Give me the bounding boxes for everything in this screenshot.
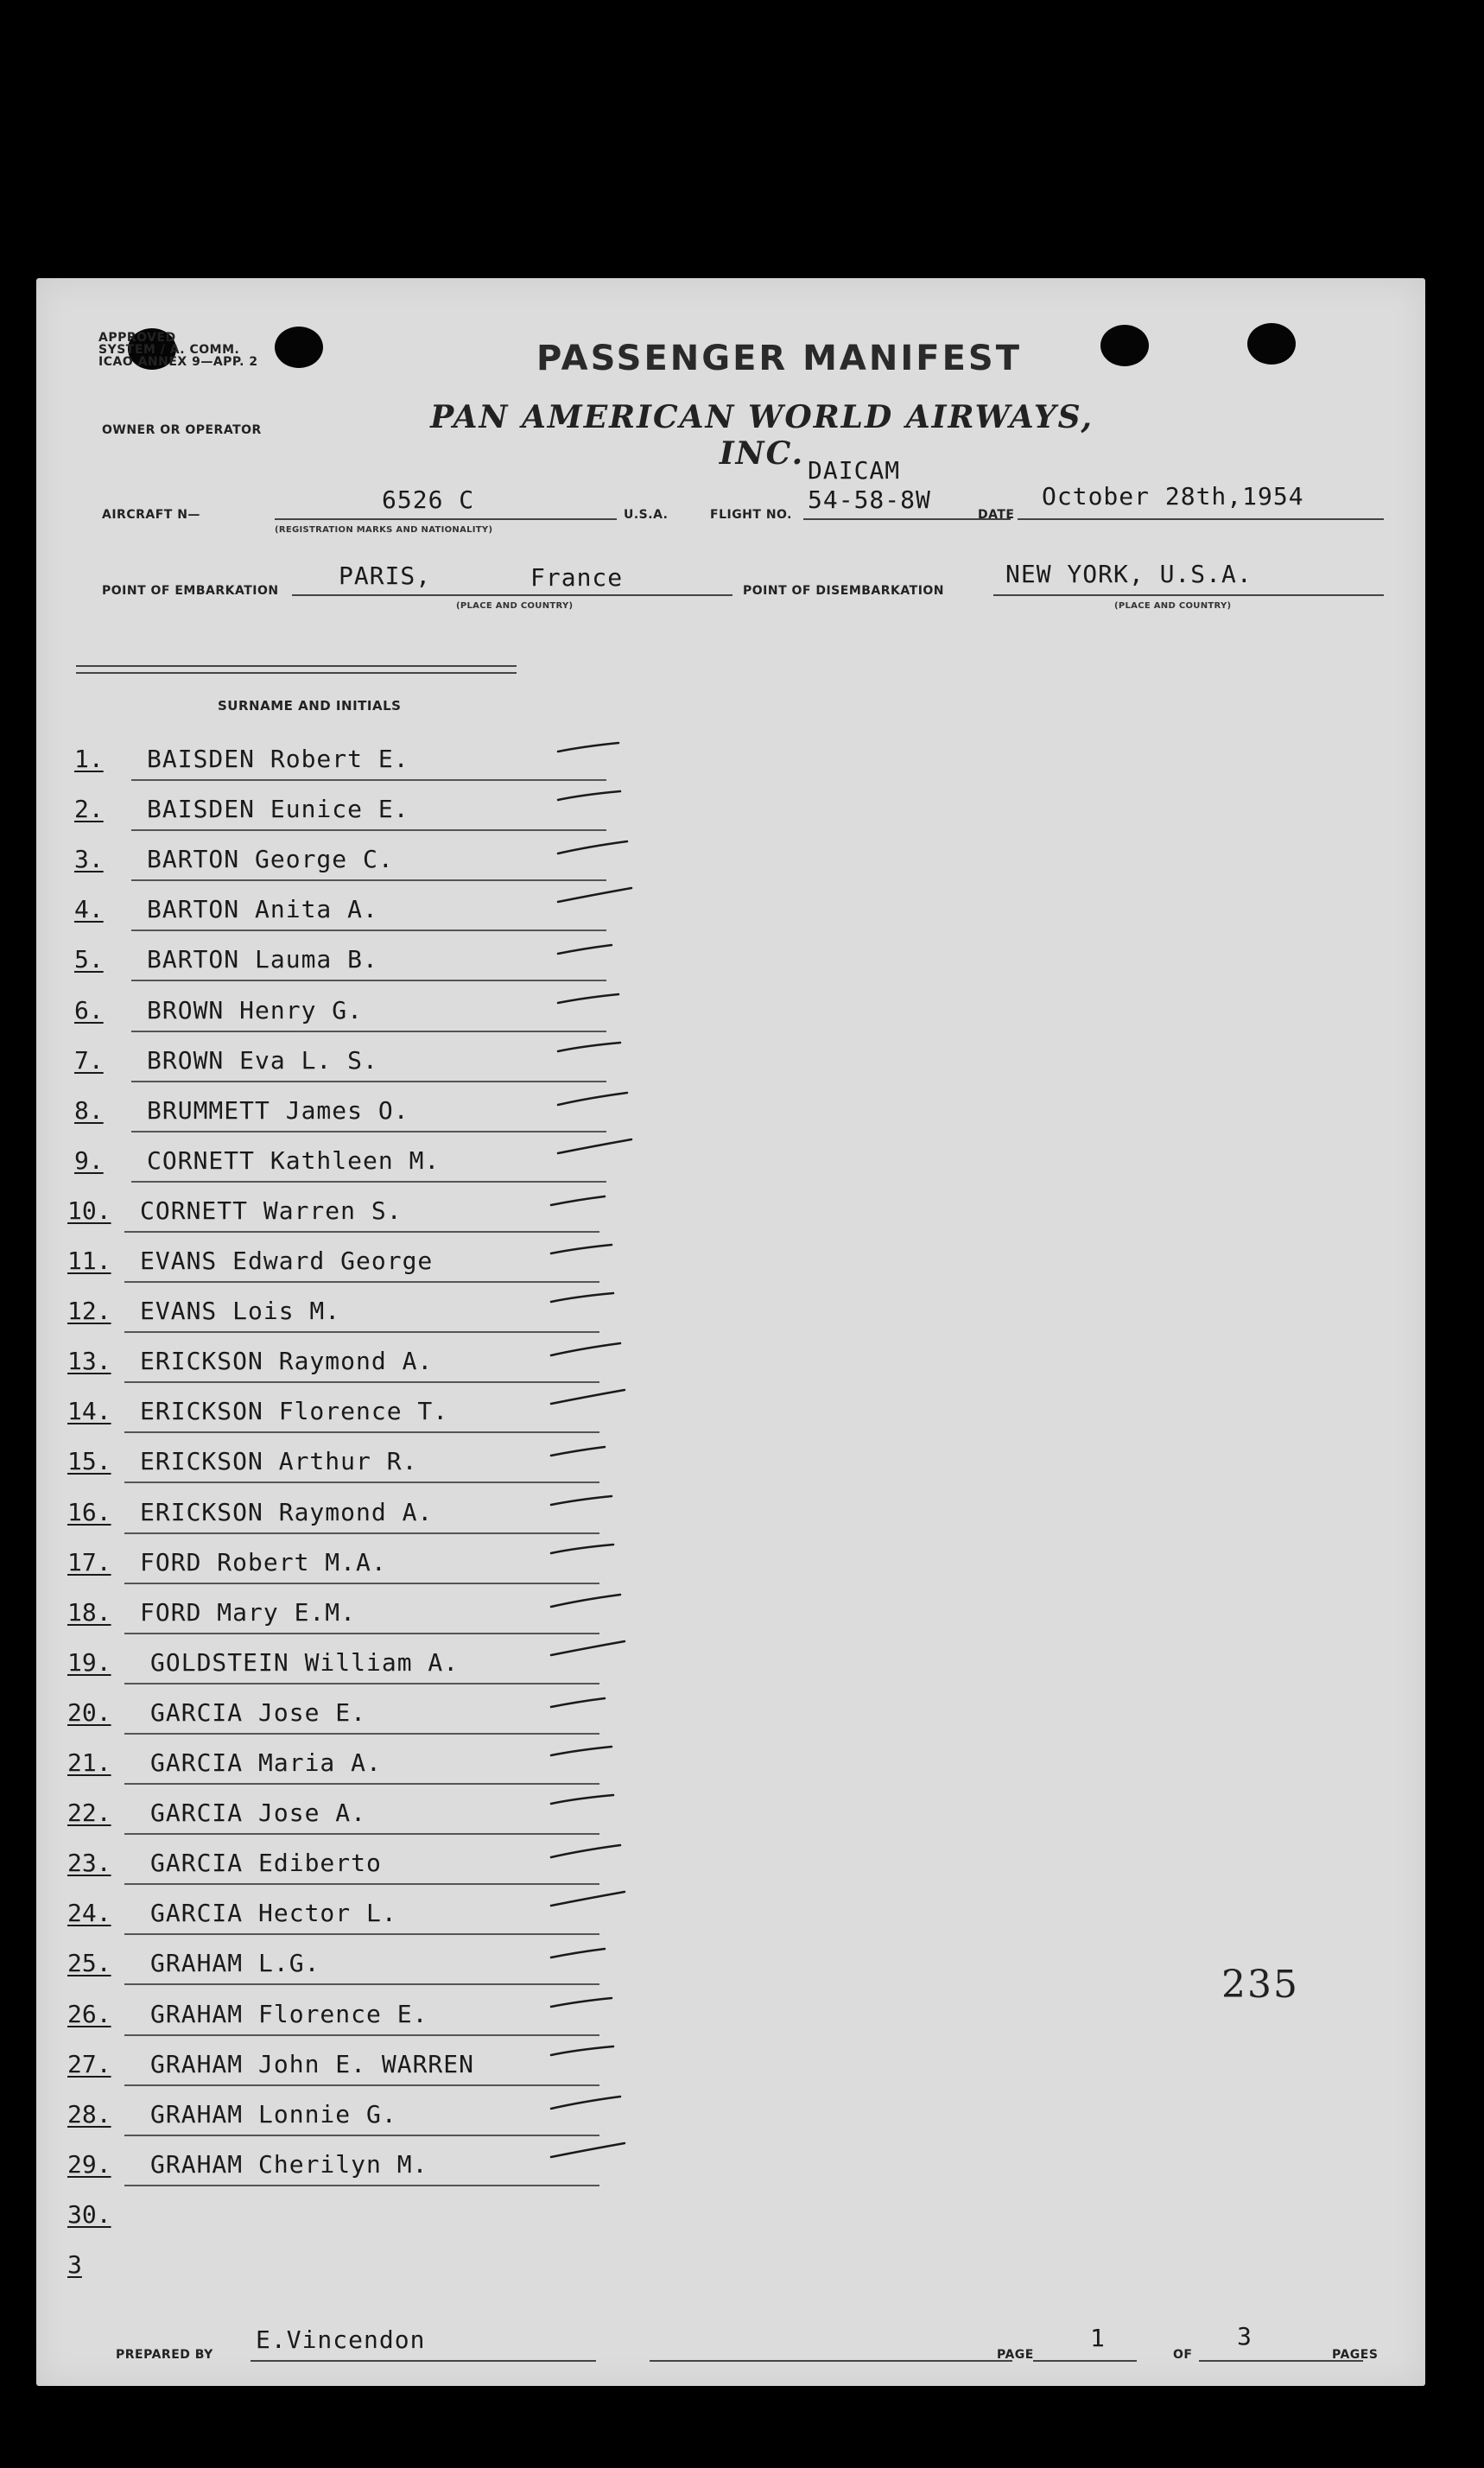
row-number: 10. <box>67 1196 111 1225</box>
check-mark <box>558 1081 653 1115</box>
approval-line: APPROVED <box>98 331 176 345</box>
row-number: 24. <box>67 1899 111 1928</box>
disembark-underline <box>993 594 1384 596</box>
date-value: October 28th,1954 <box>1042 482 1304 511</box>
row-number: 12. <box>67 1297 111 1326</box>
row-underline <box>131 1031 606 1032</box>
punch-hole <box>1247 323 1296 365</box>
embark-label: POINT OF EMBARKATION <box>102 584 279 598</box>
row-number: 6. <box>74 995 104 1025</box>
passenger-name: BRUMMETT James O. <box>147 1095 409 1125</box>
row-number: 23. <box>67 1849 111 1878</box>
check-mark <box>551 1331 646 1366</box>
passenger-name: ERICKSON Florence T. <box>140 1397 449 1426</box>
check-mark <box>551 1381 646 1416</box>
passenger-name: BARTON Lauma B. <box>147 945 378 974</box>
row-number: 21. <box>67 1748 111 1777</box>
row-number: 14. <box>67 1397 111 1426</box>
row-underline <box>124 1983 599 1985</box>
embark-country: France <box>530 563 624 592</box>
passenger-name: EVANS Lois M. <box>140 1297 341 1326</box>
row-underline <box>124 1331 599 1333</box>
row-underline <box>131 829 606 831</box>
page-value: 1 <box>1090 2324 1106 2352</box>
passenger-name: GRAHAM John E. WARREN <box>150 2049 475 2078</box>
passenger-name: GARCIA Ediberto <box>150 1849 382 1878</box>
row-number: 5. <box>74 945 104 974</box>
page-label: PAGE <box>997 2348 1034 2362</box>
prepared-label: PREPARED BY <box>116 2348 213 2362</box>
passenger-name: GRAHAM L.G. <box>150 1949 320 1978</box>
check-mark <box>558 929 653 964</box>
row-number: 1. <box>74 745 104 773</box>
passenger-name: GRAHAM Cherilyn M. <box>150 2149 428 2179</box>
page-title: PASSENGER MANIFEST <box>536 339 1022 378</box>
row-underline <box>124 1481 599 1483</box>
airline-name: PAN AMERICAN WORLD AIRWAYS, INC. <box>430 399 1094 472</box>
row-number: 18. <box>67 1597 111 1627</box>
check-mark <box>551 1683 646 1717</box>
row-underline <box>131 1131 606 1132</box>
check-mark <box>551 1583 646 1617</box>
check-mark <box>558 779 653 814</box>
passenger-name: BAISDEN Robert E. <box>147 745 409 773</box>
check-mark <box>551 1984 646 2019</box>
check-mark <box>551 1783 646 1818</box>
row-underline <box>131 980 606 981</box>
disembark-sub-label: (PLACE AND COUNTRY) <box>1114 601 1232 611</box>
check-mark <box>551 2135 646 2169</box>
date-underline <box>1018 518 1384 520</box>
passenger-name: BAISDEN Eunice E. <box>147 795 409 824</box>
check-mark <box>558 879 653 914</box>
row-number: 28. <box>67 2099 111 2129</box>
row-underline <box>131 779 606 781</box>
usa-label: U.S.A. <box>624 508 669 522</box>
approval-line: SYSTEM / A. COMM. <box>98 343 240 357</box>
row-underline <box>131 929 606 931</box>
row-number: 27. <box>67 2049 111 2078</box>
page-value-underline <box>1033 2360 1137 2362</box>
check-mark <box>551 1833 646 1868</box>
aircraft-underline <box>275 518 617 520</box>
check-mark <box>551 1281 646 1316</box>
check-mark <box>558 729 653 764</box>
passenger-name: ERICKSON Arthur R. <box>140 1447 418 1476</box>
check-mark <box>551 1231 646 1266</box>
row-underline <box>124 1733 599 1735</box>
row-number: 3. <box>74 845 104 874</box>
row-number: 25. <box>67 1949 111 1978</box>
row-number: 4. <box>74 895 104 924</box>
row-number: 26. <box>67 1999 111 2028</box>
header-rule <box>76 665 517 667</box>
approval-line: ICAO ANNEX 9—APP. 2 <box>98 355 258 369</box>
row-underline <box>124 1633 599 1634</box>
check-mark <box>551 1883 646 1918</box>
check-mark <box>558 1031 653 1065</box>
passenger-name: BROWN Henry G. <box>147 995 364 1025</box>
passenger-name: GRAHAM Lonnie G. <box>150 2099 397 2129</box>
row-underline <box>124 1683 599 1684</box>
check-mark <box>558 980 653 1015</box>
row-number: 8. <box>74 1095 104 1125</box>
row-number: 15. <box>67 1447 111 1476</box>
page-underline <box>650 2360 1012 2362</box>
row-underline <box>124 1231 599 1233</box>
prepared-value: E.Vincendon <box>256 2325 426 2354</box>
passenger-name: GARCIA Hector L. <box>150 1899 397 1928</box>
passenger-name: GARCIA Maria A. <box>150 1748 382 1777</box>
aircraft-label: AIRCRAFT N— <box>102 508 200 522</box>
row-number: 30. <box>67 2199 111 2229</box>
check-mark <box>551 2034 646 2069</box>
passenger-name: CORNETT Warren S. <box>140 1196 403 1225</box>
passenger-name: FORD Mary E.M. <box>140 1597 357 1627</box>
stamp-number: 235 <box>1221 1963 1299 2007</box>
passenger-name: CORNETT Kathleen M. <box>147 1145 441 1175</box>
row-number: 16. <box>67 1497 111 1526</box>
pages-label: PAGES <box>1332 2348 1379 2362</box>
row-underline <box>124 1583 599 1584</box>
column-header: SURNAME AND INITIALS <box>218 698 402 714</box>
passenger-name: GARCIA Jose A. <box>150 1799 367 1828</box>
prepared-underline <box>251 2360 596 2362</box>
check-mark <box>551 1181 646 1215</box>
row-number: 9. <box>74 1145 104 1175</box>
passenger-name: BROWN Eva L. S. <box>147 1045 378 1075</box>
passenger-name: EVANS Edward George <box>140 1247 434 1275</box>
header-rule <box>76 672 517 674</box>
row-number: 2. <box>74 795 104 824</box>
of-label: OF <box>1173 2348 1193 2362</box>
check-mark <box>551 1532 646 1567</box>
row-underline <box>124 2185 599 2186</box>
embark-sub-label: (PLACE AND COUNTRY) <box>456 601 574 611</box>
row-underline <box>124 1883 599 1885</box>
disembark-label: POINT OF DISEMBARKATION <box>743 584 945 598</box>
check-mark <box>551 1482 646 1517</box>
pages-value: 3 <box>1237 2322 1253 2351</box>
check-mark <box>551 1733 646 1767</box>
embark-underline <box>292 594 732 596</box>
list-item <box>67 2200 672 2250</box>
passenger-name: ERICKSON Raymond A. <box>140 1347 434 1376</box>
row-underline <box>124 2135 599 2136</box>
row-underline <box>124 1933 599 1935</box>
row-underline <box>124 1431 599 1433</box>
row-number: 17. <box>67 1547 111 1577</box>
row-number: 11. <box>67 1247 111 1275</box>
check-mark <box>558 829 653 864</box>
row-underline <box>131 879 606 881</box>
date-label: DATE <box>978 508 1015 522</box>
disembark-value: NEW YORK, U.S.A. <box>1005 560 1253 588</box>
flight-extra: DAICAM <box>808 456 901 485</box>
row-underline <box>131 1181 606 1183</box>
row-number: 20. <box>67 1697 111 1727</box>
passenger-name: BARTON Anita A. <box>147 895 378 924</box>
punch-hole <box>1100 325 1149 366</box>
owner-label: OWNER OR OPERATOR <box>102 423 262 437</box>
passenger-name: GRAHAM Florence E. <box>150 1999 428 2028</box>
aircraft-sub-label: (REGISTRATION MARKS AND NATIONALITY) <box>275 525 493 535</box>
row-underline <box>124 1532 599 1534</box>
row-underline <box>124 1783 599 1785</box>
check-mark <box>551 2084 646 2119</box>
row-underline <box>124 2034 599 2036</box>
list-item <box>67 2250 672 2300</box>
row-underline <box>124 1833 599 1835</box>
passenger-name: GARCIA Jose E. <box>150 1697 367 1727</box>
manifest-sheet <box>36 278 1425 2386</box>
flight-label: FLIGHT NO. <box>710 508 792 522</box>
row-number: 22. <box>67 1799 111 1828</box>
aircraft-value: 6526 C <box>382 485 475 514</box>
row-underline <box>124 2084 599 2086</box>
row-underline <box>124 1381 599 1383</box>
check-mark <box>558 1131 653 1165</box>
row-underline <box>124 1281 599 1283</box>
passenger-name: GOLDSTEIN William A. <box>150 1647 460 1677</box>
row-number: 29. <box>67 2149 111 2179</box>
row-number: 13. <box>67 1347 111 1376</box>
list-item <box>67 2150 672 2200</box>
row-underline <box>131 1081 606 1082</box>
check-mark <box>551 1933 646 1968</box>
row-number: 19. <box>67 1647 111 1677</box>
punch-hole <box>275 327 323 368</box>
embark-city: PARIS, <box>339 561 432 590</box>
flight-value: 54-58-8W <box>808 485 931 514</box>
passenger-name: FORD Robert M.A. <box>140 1547 387 1577</box>
passenger-name: ERICKSON Raymond A. <box>140 1497 434 1526</box>
row-number: 3 <box>67 2250 82 2279</box>
check-mark <box>551 1431 646 1466</box>
passenger-name: BARTON George C. <box>147 845 394 874</box>
check-mark <box>551 1633 646 1667</box>
row-number: 7. <box>74 1045 104 1075</box>
